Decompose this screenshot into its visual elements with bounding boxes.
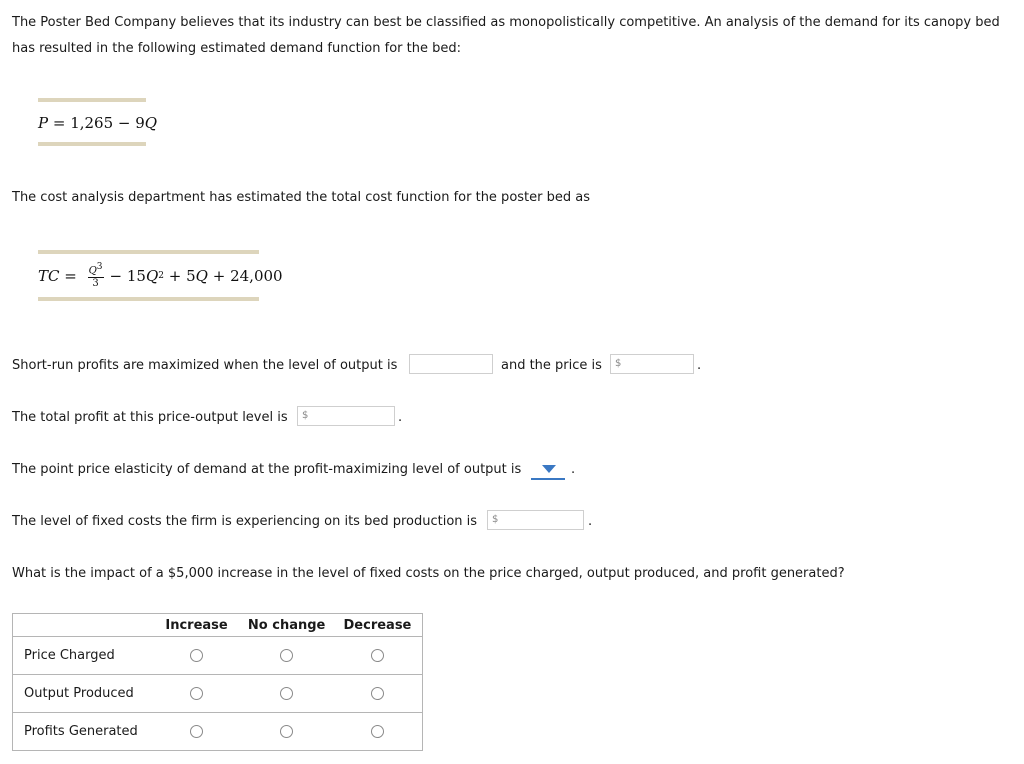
table-header-empty — [13, 614, 153, 637]
frac-num: Q — [88, 265, 97, 277]
radio-price-no-change[interactable] — [280, 649, 293, 662]
table-row — [13, 637, 423, 675]
q1-period: . — [697, 358, 702, 373]
cost-equation-text — [38, 262, 283, 289]
cost-eq-fraction — [88, 262, 104, 289]
output-level-input[interactable] — [409, 354, 493, 374]
q4-text: The level of fixed costs the firm is experiencing on its bed production is — [12, 514, 478, 529]
frac-den: 3 — [92, 278, 99, 290]
header-increase: Increase — [165, 617, 228, 633]
radio-output-no-change[interactable] — [280, 687, 293, 700]
q1-text-b: and the price is — [501, 358, 602, 373]
table-header-row — [13, 614, 423, 637]
fixed-costs-currency: $ — [492, 514, 499, 525]
radio-profits-decrease[interactable] — [371, 725, 384, 738]
cost-intro-text: The cost analysis department has estimated the total cost function for the poster bed as — [12, 190, 590, 205]
impact-table — [12, 613, 423, 751]
cost-eq-q2: Q — [145, 266, 159, 285]
cost-eq-lhs: TC — [38, 266, 60, 285]
header-no-change: No change — [247, 617, 326, 633]
radio-price-decrease[interactable] — [371, 649, 384, 662]
price-input[interactable] — [610, 354, 694, 374]
eq-q: Q — [144, 114, 158, 132]
q3-text: The point price elasticity of demand at the profit-maximizing level of output is — [12, 462, 522, 477]
table-row — [13, 675, 423, 713]
cost-eq-term3: + 24,000 — [207, 266, 283, 285]
q3-period: . — [571, 462, 576, 477]
cost-equation — [38, 250, 283, 301]
table-row — [13, 713, 423, 751]
q4-period: . — [588, 514, 593, 529]
q1-text-a: Short-run profits are maximized when the level of output is — [12, 358, 398, 373]
radio-output-decrease[interactable] — [371, 687, 384, 700]
eq-body: = 1,265 − 9 — [48, 114, 145, 132]
q2-period: . — [398, 410, 403, 425]
q5-text: What is the impact of a $5,000 increase in the level of fixed costs on the price charged, output produced, and profit generated? — [12, 566, 845, 581]
cost-eq-term2: + 5 — [164, 266, 196, 285]
radio-profits-no-change[interactable] — [280, 725, 293, 738]
cost-eq-term1: − 15 — [109, 266, 146, 285]
chevron-down-icon — [542, 465, 556, 473]
demand-equation — [38, 98, 158, 146]
elasticity-dropdown[interactable] — [531, 462, 565, 480]
frac-num-exp: 3 — [96, 262, 103, 272]
row-label-output: Output Produced — [13, 675, 153, 713]
radio-output-increase[interactable] — [190, 687, 203, 700]
radio-profits-increase[interactable] — [190, 725, 203, 738]
row-label-price: Price Charged — [13, 637, 153, 675]
cost-eq-q2-exp: 2 — [158, 270, 165, 281]
total-profit-input[interactable] — [297, 406, 395, 426]
profit-currency: $ — [302, 410, 309, 421]
price-currency: $ — [615, 358, 622, 369]
row-label-profits: Profits Generated — [13, 713, 153, 751]
demand-equation-text — [38, 114, 157, 132]
intro-text: The Poster Bed Company believes that its industry can best be classified as monopolistically competitive. An analysis of the demand for its canopy bed has resulted in the following estimated demand function for the bed: — [12, 15, 1000, 56]
header-decrease: Decrease — [343, 617, 412, 633]
fixed-costs-input[interactable] — [487, 510, 584, 530]
cost-eq-q3: Q — [195, 266, 208, 285]
eq-lhs: P — [38, 114, 49, 132]
q2-text: The total profit at this price-output level is — [12, 410, 288, 425]
cost-eq-equals: = — [59, 266, 82, 285]
radio-price-increase[interactable] — [190, 649, 203, 662]
